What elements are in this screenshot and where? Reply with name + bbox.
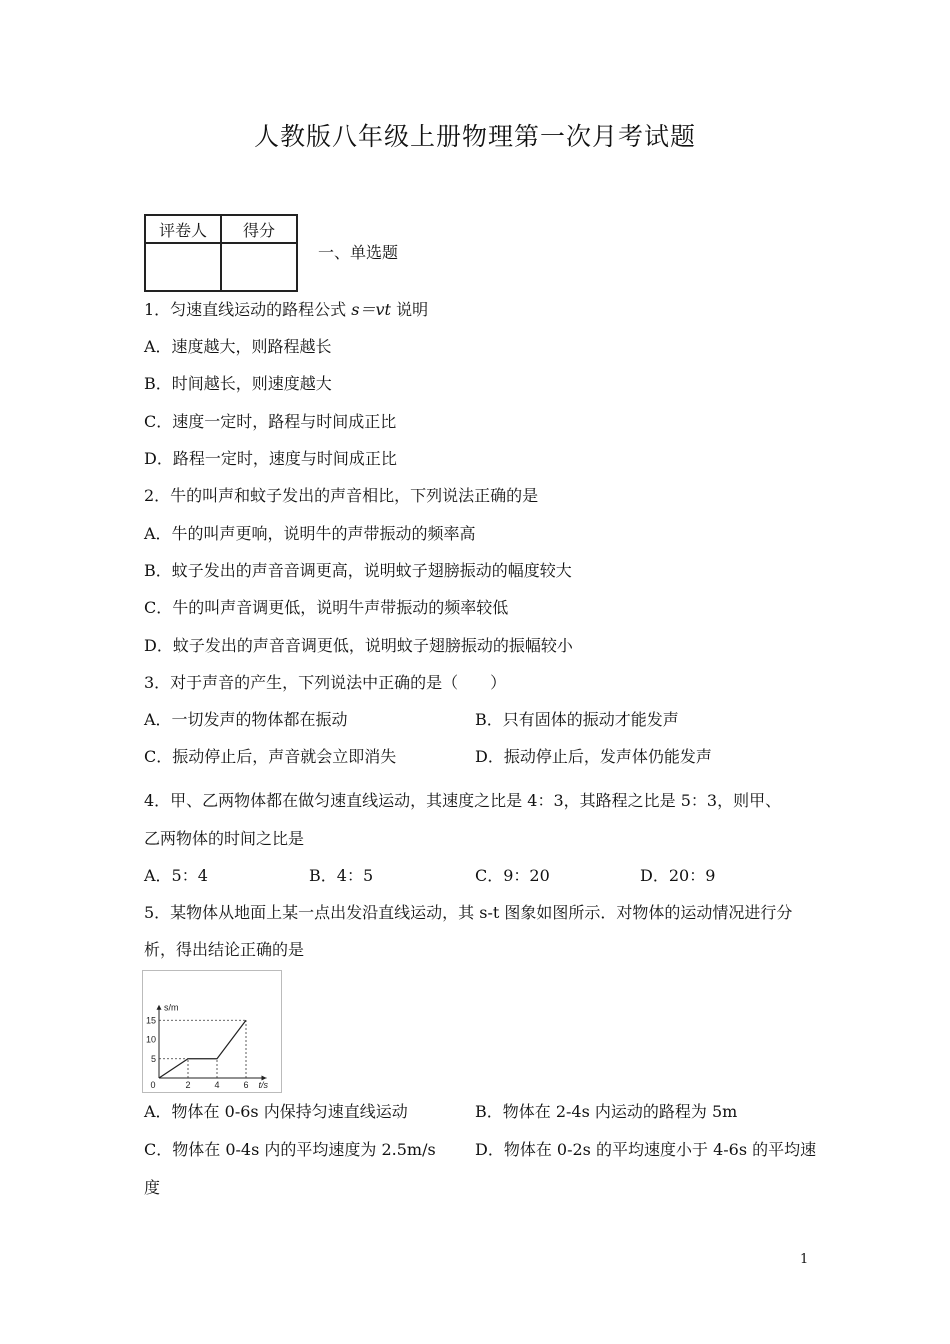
question-4-option-a: A．5：4 <box>144 866 208 885</box>
question-5-option-a: A．物体在 0-6s 内保持匀速直线运动 <box>144 1102 408 1121</box>
section-heading: 一、单选题 <box>318 243 399 262</box>
question-4-option-c: C．9：20 <box>475 866 550 885</box>
x-tick-label: 2 <box>185 1080 191 1090</box>
question-1-stem-text: 1．匀速直线运动的路程公式 <box>144 300 347 319</box>
question-5-stem-line-1: 5．某物体从地面上某一点出发沿直线运动，其 s-t 图象如图所示．对物体的运动情况进行分 <box>144 903 793 922</box>
question-4-option-b: B．4：5 <box>309 866 374 885</box>
question-5-option-d-line-2: 度 <box>144 1178 161 1197</box>
question-1-stem-suffix: 说明 <box>396 300 429 319</box>
question-4-stem-line-2: 乙两物体的时间之比是 <box>144 829 305 848</box>
question-5-option-c: C．物体在 0-4s 内的平均速度为 2.5m/s <box>144 1140 436 1159</box>
question-1-formula: s＝vt <box>351 300 391 319</box>
grader-cell <box>145 243 221 291</box>
question-1-option-c: C．速度一定时，路程与时间成正比 <box>144 412 397 431</box>
question-3-stem: 3．对于声音的产生，下列说法中正确的是（ ） <box>144 673 507 692</box>
y-axis-arrow <box>157 1005 162 1010</box>
question-4-option-d: D．20：9 <box>640 866 716 885</box>
question-3-option-a: A．一切发声的物体都在振动 <box>144 710 348 729</box>
question-2-option-c: C．牛的叫声音调更低，说明牛声带振动的频率较低 <box>144 598 509 617</box>
question-5-option-d-line-1: D．物体在 0-2s 的平均速度小于 4-6s 的平均速 <box>475 1140 817 1159</box>
question-2-option-b: B．蚊子发出的声音音调更高，说明蚊子翅膀振动的幅度较大 <box>144 561 572 580</box>
y-tick-label: 5 <box>150 1053 156 1064</box>
x-axis-label: t/s <box>258 1080 269 1090</box>
question-1-option-b: B．时间越长，则速度越大 <box>144 374 332 393</box>
question-2-option-d: D．蚊子发出的声音音调更低，说明蚊子翅膀振动的振幅较小 <box>144 636 573 655</box>
grader-table <box>144 214 298 292</box>
question-1-stem <box>144 300 428 320</box>
origin-label: 0 <box>150 1080 156 1090</box>
st-graph-svg <box>143 971 281 1092</box>
st-graph <box>142 970 282 1093</box>
question-4-stem-line-1: 4．甲、乙两物体都在做匀速直线运动，其速度之比是 4：3，其路程之比是 5：3，则甲、 <box>144 791 782 810</box>
page-title: 人教版八年级上册物理第一次月考试题 <box>253 122 696 151</box>
question-1-option-a: A．速度越大，则路程越长 <box>144 337 332 356</box>
question-3-option-b: B．只有固体的振动才能发声 <box>475 710 679 729</box>
question-1-option-d: D．路程一定时，速度与时间成正比 <box>144 449 397 468</box>
score-cell <box>221 243 297 291</box>
page-number: 1 <box>800 1252 809 1267</box>
x-tick-label: 6 <box>243 1080 249 1090</box>
y-axis-label: s/m <box>164 1002 179 1013</box>
st-series-line <box>159 1020 246 1078</box>
question-5-option-b: B．物体在 2-4s 内运动的路程为 5m <box>475 1102 738 1121</box>
question-3-option-c: C．振动停止后，声音就会立即消失 <box>144 747 397 766</box>
question-5-stem-line-2: 析，得出结论正确的是 <box>144 940 305 959</box>
grader-header: 评卷人 <box>145 215 221 243</box>
question-2-stem: 2．牛的叫声和蚊子发出的声音相比，下列说法正确的是 <box>144 486 539 505</box>
y-tick-label: 10 <box>145 1034 156 1045</box>
question-3-option-d: D．振动停止后，发声体仍能发声 <box>475 747 712 766</box>
x-tick-label: 4 <box>214 1080 220 1090</box>
y-tick-label: 15 <box>145 1015 156 1026</box>
question-2-option-a: A．牛的叫声更响，说明牛的声带振动的频率高 <box>144 524 476 543</box>
score-header: 得分 <box>221 215 297 243</box>
